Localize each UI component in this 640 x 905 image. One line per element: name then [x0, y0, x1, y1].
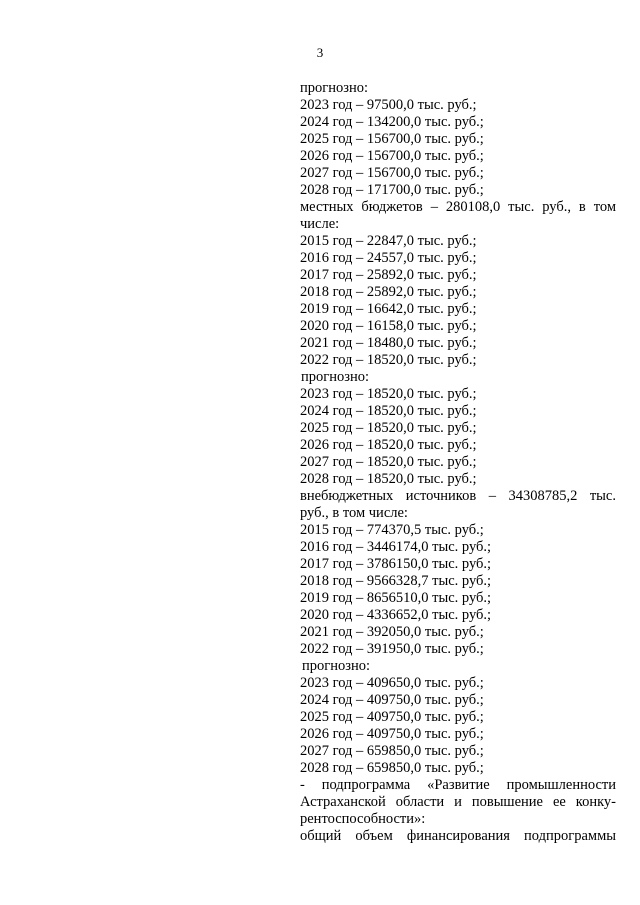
text-line: 2028 год – 659850,0 тыс. руб.;: [300, 760, 484, 776]
text-line: 2025 год – 156700,0 тыс. руб.;: [300, 131, 484, 147]
text-line: 2028 год – 18520,0 тыс. руб.;: [300, 471, 477, 487]
text-line: 2025 год – 409750,0 тыс. руб.;: [300, 709, 484, 725]
text-line: 2023 год – 18520,0 тыс. руб.;: [300, 386, 477, 402]
text-line: руб., в том числе:: [300, 505, 408, 521]
text-line: 2019 год – 16642,0 тыс. руб.;: [300, 301, 477, 317]
text-line: 2022 год – 391950,0 тыс. руб.;: [300, 641, 484, 657]
text-line: 2019 год – 8656510,0 тыс. руб.;: [300, 590, 492, 606]
text-line: 2025 год – 18520,0 тыс. руб.;: [300, 420, 477, 436]
text-line: прогнозно:: [300, 80, 368, 96]
text-line: 2016 год – 24557,0 тыс. руб.;: [300, 250, 477, 266]
text-line: числе:: [300, 216, 340, 232]
text-line: 2026 год – 18520,0 тыс. руб.;: [300, 437, 477, 453]
text-line: 2027 год – 18520,0 тыс. руб.;: [300, 454, 477, 470]
text-line: 2020 год – 16158,0 тыс. руб.;: [300, 318, 477, 334]
text-line: 2016 год – 3446174,0 тыс. руб.;: [300, 539, 492, 555]
page-number: 3: [316, 45, 324, 60]
text-line: внебюджетных источников – 34308785,2 тыс.: [300, 488, 616, 504]
text-line: 2024 год – 409750,0 тыс. руб.;: [300, 692, 484, 708]
text-line: 2027 год – 659850,0 тыс. руб.;: [300, 743, 484, 759]
text-line: 2026 год – 156700,0 тыс. руб.;: [300, 148, 484, 164]
text-line: 2020 год – 4336652,0 тыс. руб.;: [300, 607, 492, 623]
text-line: 2023 год – 409650,0 тыс. руб.;: [300, 675, 484, 691]
text-line: общий объем финансирования подпрограммы: [300, 828, 616, 844]
text-line: 2024 год – 134200,0 тыс. руб.;: [300, 114, 484, 130]
text-line: 2027 год – 156700,0 тыс. руб.;: [300, 165, 484, 181]
text-line: 2026 год – 409750,0 тыс. руб.;: [300, 726, 484, 742]
text-line: - подпрограмма «Развитие промышленности: [300, 777, 616, 793]
text-line: 2017 год – 3786150,0 тыс. руб.;: [300, 556, 492, 572]
text-line: 2023 год – 97500,0 тыс. руб.;: [300, 97, 477, 113]
text-line: 2018 год – 25892,0 тыс. руб.;: [300, 284, 477, 300]
text-line: 2017 год – 25892,0 тыс. руб.;: [300, 267, 477, 283]
text-line: 2018 год – 9566328,7 тыс. руб.;: [300, 573, 492, 589]
text-line: 2015 год – 774370,5 тыс. руб.;: [300, 522, 484, 538]
text-line: Астраханской области и повышение ее конку-: [300, 794, 616, 810]
text-line: 2022 год – 18520,0 тыс. руб.;: [300, 352, 477, 368]
text-line: 2015 год – 22847,0 тыс. руб.;: [300, 233, 477, 249]
text-line: 2021 год – 392050,0 тыс. руб.;: [300, 624, 484, 640]
text-line: 2028 год – 171700,0 тыс. руб.;: [300, 182, 484, 198]
text-line: прогнозно:: [301, 369, 369, 385]
text-line: прогнозно:: [302, 658, 370, 674]
text-line: 2021 год – 18480,0 тыс. руб.;: [300, 335, 477, 351]
text-line: 2024 год – 18520,0 тыс. руб.;: [300, 403, 477, 419]
document-body: [300, 80, 616, 845]
text-line: рентоспособности»:: [300, 811, 426, 827]
text-line: местных бюджетов – 280108,0 тыс. руб., в том: [300, 199, 616, 215]
